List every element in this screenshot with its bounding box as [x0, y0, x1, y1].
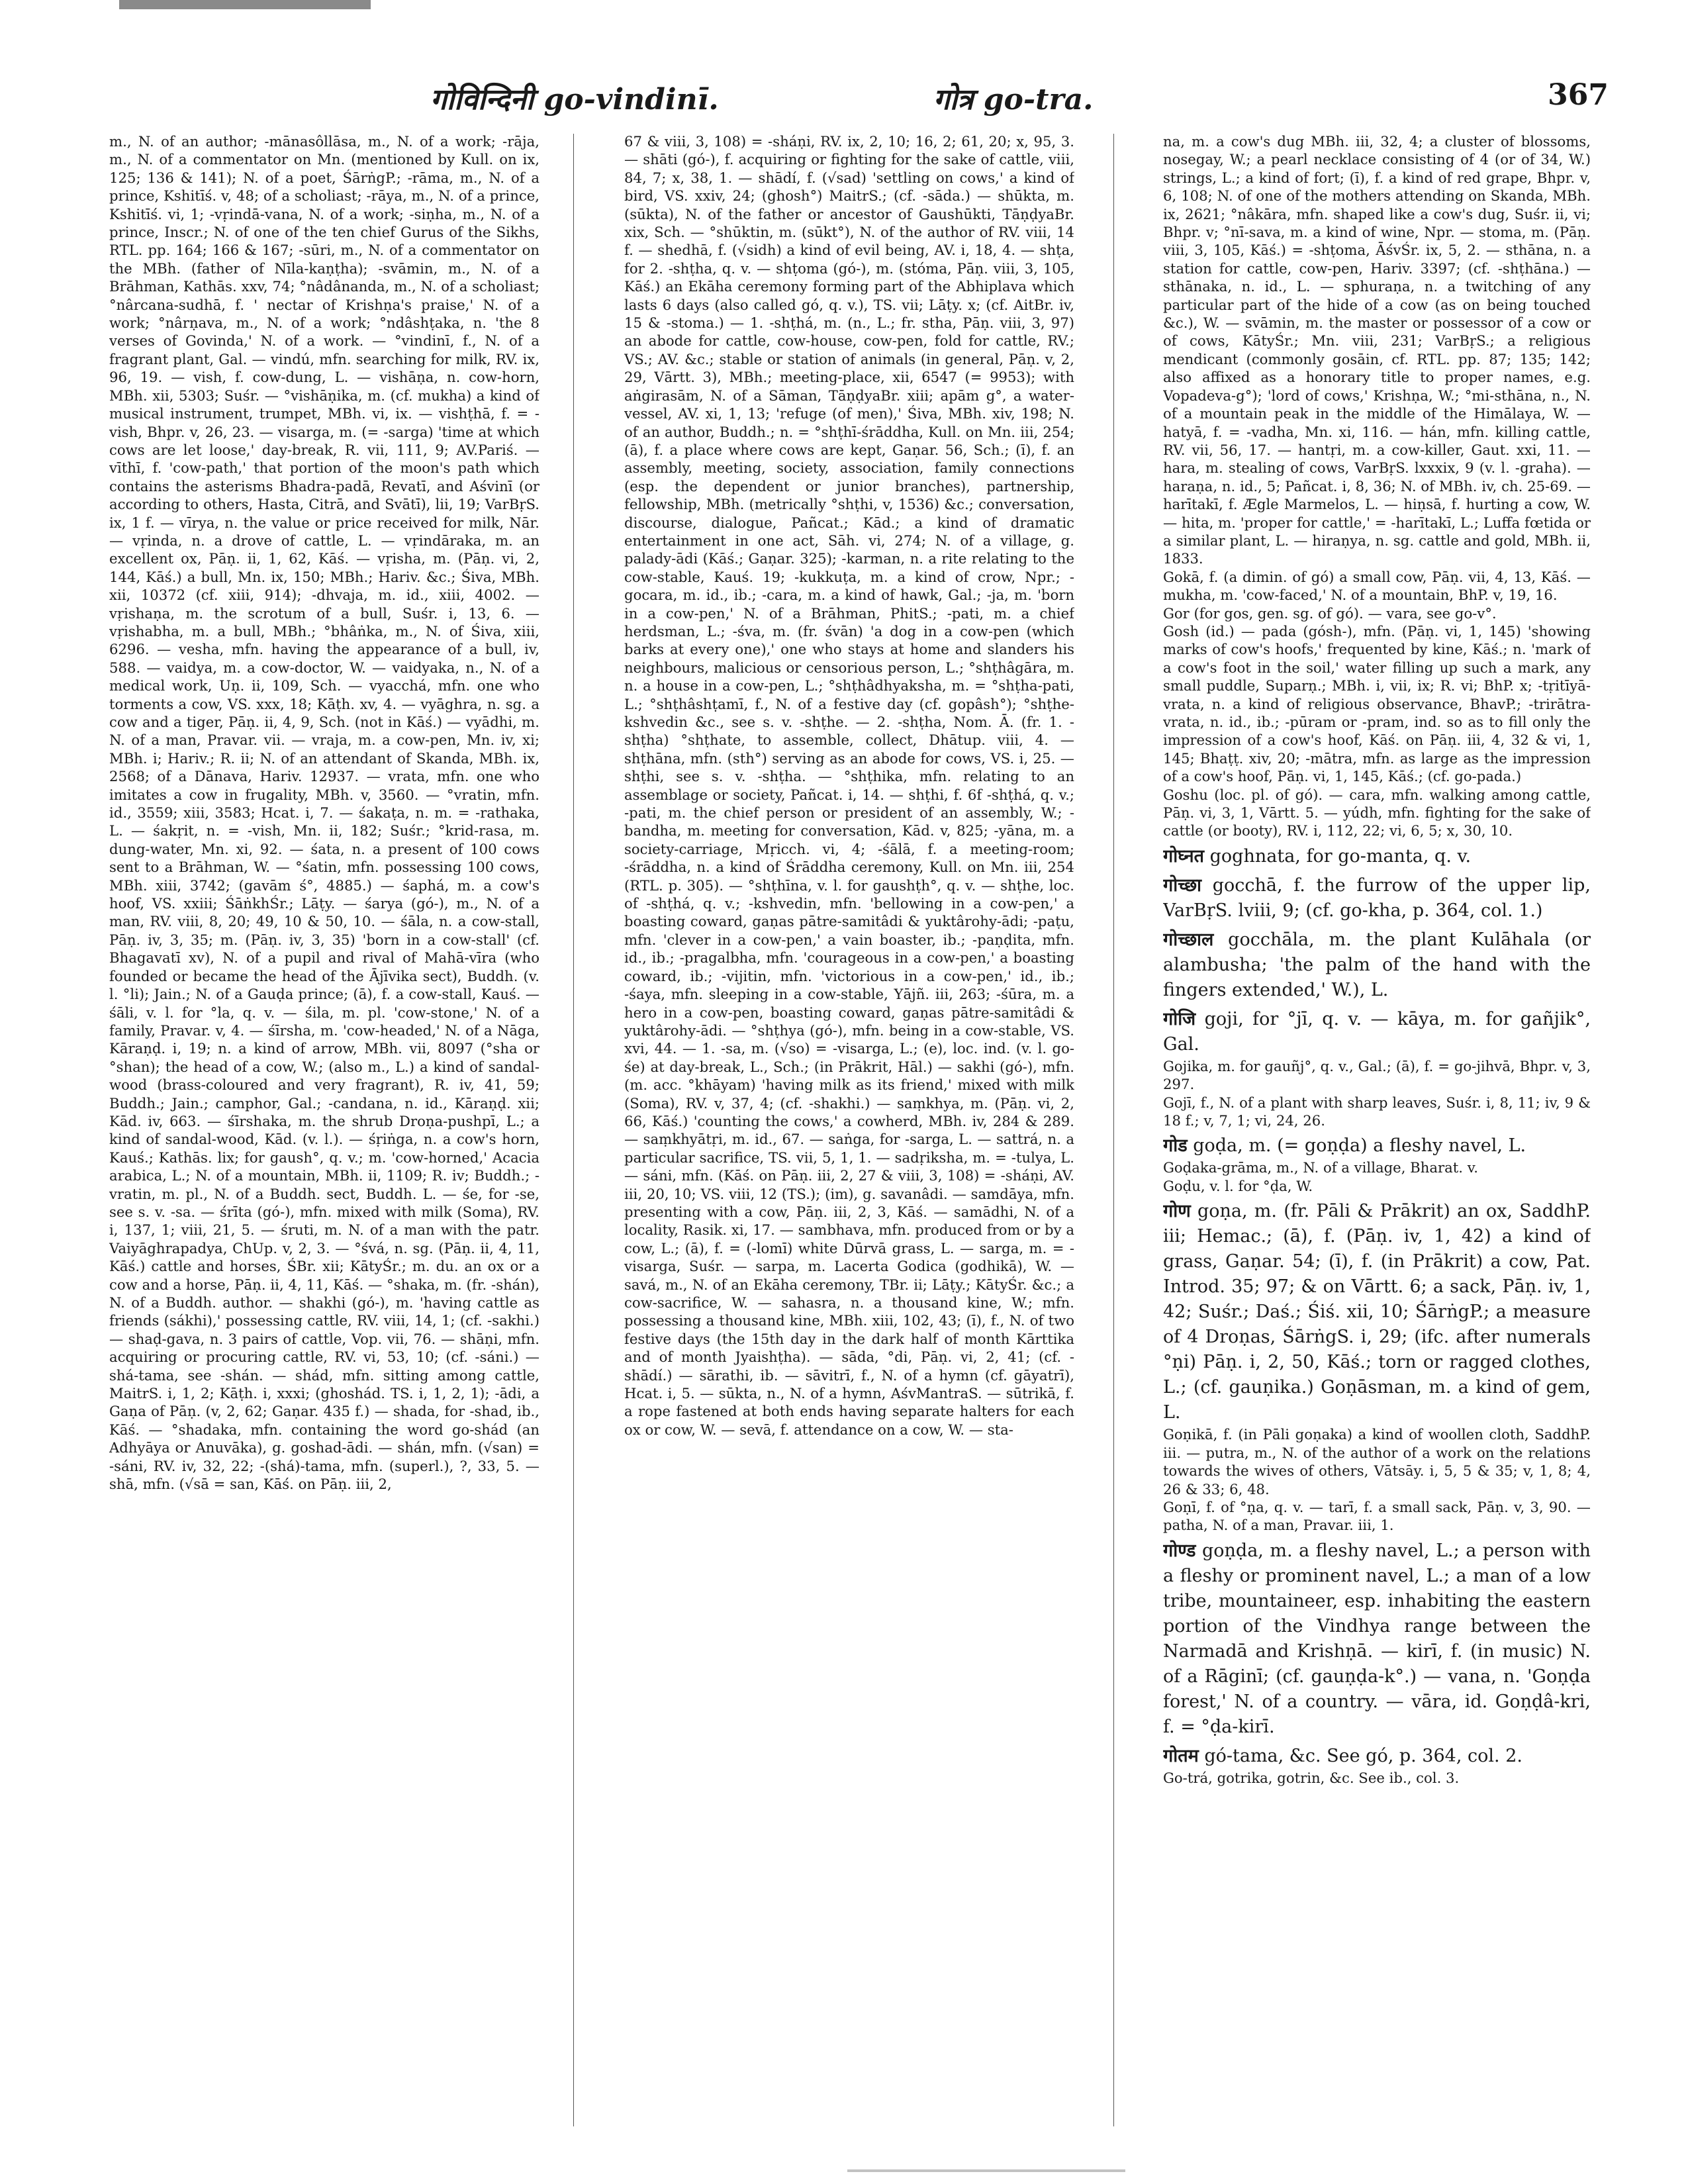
entry-gotra: Go-trá, gotrika, gotrin, &c. See ib., col. 3.: [1163, 1769, 1460, 1786]
devanagari-headword: गोतम: [1163, 1745, 1199, 1766]
headword-gloss: gocchāla, m. the plant Kulāhala (or alambusha; 'the palm of the hand with the fingers extended,' W.), L.: [1163, 929, 1591, 1000]
headword-goghnata: [1163, 844, 1591, 869]
headword-gloss: goji, for °jī, q. v. — kāya, m. for gañjik°, Gal.: [1163, 1008, 1591, 1055]
column-2: [624, 132, 1074, 2132]
headword-gloss: goṇa, m. (fr. Pāli & Prākrit) an ox, SaddhP. iii; Hemac.; (ā), f. (Pāṇ. iv, 1, 42) a kind of grass, Gaṇar. 54; (ī), f. (in Prākrit) a cow, Pat. Introd. 35; 97; & on Vārtt. 6; a sack, Pāṇ. iv, 1, 42; Suśr.; Daś.; Śiś. xii, 10; ŚārṅgP.; a measure of 4 Droṇas, ŚārṅgS. i, 29; (ifc. after numerals °ṇi) Pāṇ. i, 2, 50, Kāś.; torn or ragged clothes, L.; (cf. gauṇika.) Goṇāsman, m. a kind of gem, L.: [1163, 1201, 1591, 1423]
devanagari-headword: गोच्छा: [1163, 875, 1202, 896]
devanagari-headword: गोण्ड: [1163, 1540, 1196, 1561]
headword-goda: [1163, 1133, 1591, 1159]
dictionary-body: [109, 132, 1592, 2132]
scan-edge-artifact: [119, 0, 371, 9]
entry-goka: Gokā, f. (a dimin. of gó) a small cow, Pāṇ. vii, 4, 13, Kāś. — mukha, m. 'cow-faced,' N. of a mountain, BhP. v, 19, 16.: [1163, 568, 1591, 604]
headword-gona: [1163, 1199, 1591, 1425]
headword-gloss: gocchā, f. the furrow of the upper lip, VarBṛS. lviii, 9; (cf. go-kha, p. 364, col. 1.): [1163, 875, 1591, 921]
left-running-head: गोविन्दिनी go-vindinī.: [430, 83, 719, 117]
headword-gotama: [1163, 1744, 1591, 1769]
devanagari-headword: गोघ्नत: [1163, 845, 1205, 867]
entry-gonika: Goṇikā, f. (in Pāli goṇaka) a kind of woollen cloth, SaddhP. iii. — putra, m., N. of the author of a work on the relations towards the wives of others, Vātsāy. i, 5, 5 & 35; v, 1, 8; 4, 26 & 33; 6, 48.: [1163, 1426, 1591, 1497]
entry-gojika: Gojika, m. for gauñj°, q. v., Gal.; (ā), f. = go-jihvā, Bhpr. v, 3, 297.: [1163, 1057, 1591, 1093]
column-1: [109, 132, 539, 2132]
entry-goshu: Goshu (loc. pl. of gó). — cara, mfn. walking among cattle, Pāṇ. vi, 3, 1, Vārtt. 5. — yúdh, mfn. fighting for the sake of cattle (or booty), RV. i, 112, 22; vi, 6, 5; x, 30, 10.: [1163, 786, 1591, 839]
entry-goni: Goṇī, f. of °ṇa, q. v. — tarī, f. a small sack, Pāṇ. v, 3, 90. — patha, N. of a man, Pravar. iii, 1.: [1163, 1498, 1591, 1534]
center-running-head: गोत्र go-tra.: [933, 83, 1094, 117]
devanagari-headword: गोड: [1163, 1135, 1188, 1157]
column-1-text: m., N. of an author; -mānasôllāsa, m., N. of a work; -rāja, m., N. of a commentator on Mn. (mentioned by Kull. on ix, 125; 136 & 141); N. of a poet, ŚārṅgP.; -rāma, m., N. of a prince, Kshitīś. v, 48; of a scholiast; -rāya, m., N. of a prince, Kshitīś. vi, 1; -vṛindā-vana, N. of a work; -siṇha, m., N. of a prince, Inscr.; N. of one of the ten chief Gurus of the Sikhs, RTL. pp. 164; 166 & 167; -sūri, m., N. of a commentator on the MBh. (father of Nīla-kaṇṭha); -svāmin, m., N. of a Brāhman, Kathās. xxv, 74; °nâdânanda, m., N. of a scholiast; °nârcana-sudhā, f. ' nectar of Krishṇa's praise,' N. of a work; °nârṇava, m., N. of a work; °ndâshṭaka, n. 'the 8 verses of Govinda,' N. of a work. — °vindinī, f., N. of a fragrant plant, Gal. — vindú, mfn. searching for milk, RV. ix, 96, 19. — vish, f. cow-dung, L. — vishāṇa, n. cow-horn, MBh. xii, 5303; Suśr. — °vishāṇika, m. (cf. mukha) a kind of musical instrument, trumpet, MBh. vi, ix. — vishṭhā, f. = -vish, Bhpr. v, 26, 23. — visarga, m. (= -sarga) 'time at which cows are let loose,' day-break, R. vii, 111, 9; AV.Pariś. — vīthī, f. 'cow-path,' that portion of the moon's path which contains the asterisms Bhadra-padā, Revatī, and Aśvinī (or according to others, Hasta, Citrā, and Svātī), lii, 19; VarBṛS. ix, 1 f. — vīrya, n. the value or price received for milk, Nār. — vṛinda, n. a drove of cattle, L. — vṛindāraka, m. an excellent ox, Pāṇ. ii, 1, 62, Kāś. — vṛisha, m. (Pāṇ. vi, 2, 144, Kāś.) a bull, Mn. ix, 150; MBh.; Hariv. &c.; Śiva, MBh. xii, 10372 (cf. xiii, 914); -dhvaja, m. id., xiii, 4002. — vṛishaṇa, m. the scrotum of a bull, Suśr. i, 13, 6. — vṛishabha, m. a bull, MBh.; °bhâṅka, m., N. of Śiva, xiii, 6296. — vesha, mfn. having the appearance of a bull, iv, 588. — vaidya, m. a cow-doctor, W. — vaidyaka, n., N. of a medical work, Uṇ. ii, 109, Sch. — vyacchá, mfn. one who torments a cow, VS. xxx, 18; Kāṭh. xv, 4. — vyāghra, n. sg. a cow and a tiger, Pāṇ. ii, 4, 9, Sch. (not in Kāś.) — vyādhi, m. N. of a man, Pravar. vii. — vraja, m. a cow-pen, Mn. iv, xi; MBh. i; Hariv.; R. ii; N. of an attendant of Skanda, MBh. ix, 2568; of a Dānava, Hariv. 12937. — vrata, mfn. one who imitates a cow in frugality, MBh. v, 3560. — °vratin, mfn. id., 3559; xiii, 3583; Hcat. i, 7. — śakaṭa, n. m. = -rathaka, L. — śakṛit, n. = -vish, Mn. ii, 182; Suśr.; °krid-rasa, m. dung-water, Mn. xi, 92. — śata, n. a present of 100 cows sent to a Brāhman, W. — °śatin, mfn. possessing 100 cows, MBh. xiii, 3742; (gavām ś°, 4885.) — śaphá, m. a cow's hoof, VS. xxiii; ŚāṅkhŚr.; Lāṭy. — śarya (gó-), m., N. of a man, RV. viii, 8, 20; 49, 10 & 50, 10. — śāla, n. a cow-stall, Pāṇ. iv, 3, 35; m. (Pāṇ. iv, 3, 35) 'born in a cow-stall' (cf. Bhagavatī xv), N. of a pupil and rival of Mahā-vīra (who founded or became the head of the Ājīvika sect), Buddh. (v. l. °li); Jain.; N. of a Gauḍa prince; (ā), f. a cow-stall, Kauś. — śāli, v. l. for °la, q. v. — śila, m. pl. 'cow-stone,' N. of a family, Pravar. v, 4. — śīrsha, m. 'cow-headed,' N. of a Nāga, Kāraṇḍ. i, 19; n. a kind of arrow, MBh. vii, 8097 (°sha or °shan); the head of a cow, W.; (also m., L.) a kind of sandal-wood (brass-coloured and very fragrant), R. iv, 41, 59; Buddh.; Jain.; camphor, Gal.; -candana, n. id., Kāraṇḍ. xii; Kād. iv, 663. — śīrshaka, m. the shrub Droṇa-pushpī, L.; a kind of sandal-wood, Kād. (v. l.). — śṛiṅga, n. a cow's horn, Kauś.; Kathās. lix; for gaush°, q. v.; m. 'cow-horned,' Acacia arabica, L.; N. of a mountain, MBh. ii, 1109; R. iv; Buddh.; -vratin, m. pl., N. of a Buddh. sect, Buddh. L. — śe, for -se, see s. v. -sa. — śrīta (gó-), mfn. mixed with milk (Soma), RV. i, 137, 1; viii, 21, 5. — śruti, m. N. of a man with the patr. Vaiyāghrapadya, ChUp. v, 2, 3. — °śvá, n. sg. (Pāṇ. ii, 4, 11, Kāś.) cattle and horses, ŚBr. xii; KātyŚr.; m. du. an ox or a cow and a horse, Pāṇ. ii, 4, 11, Kāś. — °shaka, m. (fr. -shán), N. of a Buddh. author. — shakhi (gó-), m. 'having cattle as friends (sákhi),' possessing cattle, RV. viii, 14, 1; (cf. -sakhi.) — shaḍ-gava, n. 3 pairs of cattle, Vop. vii, 76. — shāṇi, mfn. acquiring or procuring cattle, RV. vi, 53, 10; (cf. -sáni.) — shá-tama, see -shán. — shád, mfn. sitting among cattle, MaitrS. i, 1, 2; Kāṭh. i, xxxi; (ghoshád. TS. i, 1, 2, 1); -ādi, a Gaṇa of Pāṇ. (v, 2, 62; Gaṇar. 435 f.) — shada, for -shad, ib., Kāś. — °shadaka, mfn. containing the word go-shád (an Adhyāya or Anuvāka), g. goshad-ādi. — shán, mfn. (√san) = -sáni, RV. iv, 32, 22; -(shá)-tama, mfn. (superl.), ?, 33, 5. — shā, mfn. (√sā = san, Kāś. on Pāṇ. iii, 2,: [109, 133, 539, 1493]
entry-gor: Gor (for gos, gen. sg. of gó). — vara, see go-v°.: [1163, 604, 1497, 622]
scan-edge-artifact: [847, 2169, 1125, 2172]
entry-godu: Goḍu, v. l. for °ḍa, W.: [1163, 1177, 1313, 1194]
headword-gloss: goghnata, for go-manta, q. v.: [1209, 845, 1472, 867]
headword-gonda: [1163, 1539, 1591, 1740]
page-number: 367: [1548, 78, 1609, 112]
headword-goji: [1163, 1007, 1591, 1057]
column-3-lead: na, m. a cow's dug MBh. iii, 32, 4; a cluster of blossoms, nosegay, W.; a pearl necklace consisting of 4 (or of 34, W.) strings, L.; a kind of fort; (ī), f. a kind of red grape, Bhpr. v, 6, 108; N. of one of the mothers attending on Skanda, MBh. ix, 2621; °nâkāra, mfn. shaped like a cow's dug, Suśr. ii, vi; Bhpr. v; °nī-sava, m. a kind of wine, Npr. — stoma, m. (Pāṇ. viii, 3, 105, Kāś.) = -shṭoma, ĀśvŚr. ix, 5, 2. — sthāna, n. a station for cattle, cow-pen, Hariv. 3397; (cf. -shṭhāna.) — sthānaka, n. id., L. — sphuraṇa, n. a twitching of any particular part of the hide of a cow (as on being touched &c.), W. — svāmin, m. the master or possessor of a cow or of cows, KātyŚr.; Mn. viii, 231; VarBṛS.; a religious mendicant (commonly gosāin, cf. RTL. pp. 87; 135; 142; also affixed as a honorary title to proper names, e.g. Vopadeva-g°); 'lord of cows,' Krishṇa, W.; °mi-sthāna, n., N. of a mountain peak in the middle of the Himālaya, W. — hatyā, f. = -vadha, Mn. xi, 116. — hán, mfn. killing cattle, RV. vii, 56, 17. — hantṛi, m. a cow-killer, Gaut. xxi, 11. — hara, m. stealing of cows, VarBṛS. lxxxix, 9 (v. l. -graha). — haraṇa, n. id., 5; Pañcat. i, 8, 36; N. of MBh. iv, ch. 25-69. — harītakī, f. Ægle Marmelos, L. — hiṇsā, f. hurting a cow, W. — hita, m. 'proper for cattle,' = -harītakī, L.; Luffa fœtida or a similar plant, L. — hiraṇya, n. sg. cattle and gold, MBh. ii, 1833.: [1163, 133, 1591, 567]
page-header: [99, 78, 1615, 131]
column-3: [1163, 132, 1591, 2132]
headword-gloss: goṇḍa, m. a fleshy navel, L.; a person with a fleshy or prominent navel, L.; a man of a low tribe, mountaineer, esp. inhabiting the eastern portion of the Vindhya range between the Narmadā and Krishṇā. — kirī, f. (in music) N. of a Rāginī; (cf. gauṇḍa-k°.) — vana, n. 'Goṇḍa forest,' N. of a country. — vāra, id. Goṇḍâ-kri, f. = °ḍa-kirī.: [1163, 1540, 1591, 1737]
headword-gocchala: [1163, 927, 1591, 1003]
devanagari-headword: गोजि: [1163, 1008, 1196, 1029]
column-2-text: 67 & viii, 3, 108) = -sháṇi, RV. ix, 2, 10; 16, 2; 61, 20; x, 95, 3. — shāti (gó-), f. acquiring or fighting for the sake of cattle, viii, 84, 7; x, 38, 1. — shādí, f. (√sad) 'settling on cows,' a kind of bird, VS. xxiv, 24; (ghosh°) MaitrS.; (cf. -sāda.) — shūkta, m. (sūkta), N. of the father or ancestor of Gaushūkti, TāṇḍyaBr. xix, Sch. — °shūktin, m. (sūkt°), N. of the author of RV. viii, 14 f. — shedhā, f. (√sidh) a kind of evil being, AV. i, 18, 4. — shṭa, for 2. -shṭha, q. v. — shṭoma (gó-), m. (stóma, Pāṇ. viii, 3, 105, Kāś.) an Ekāha ceremony forming part of the Abhiplava which lasts 6 days (also called gó, q. v.), TS. vii; Lāṭy. x; (cf. AitBr. iv, 15 & -stoma.) — 1. -shṭhá, m. (n., L.; fr. stha, Pāṇ. viii, 3, 97) an abode for cattle, cow-house, cow-pen, fold for cattle, RV.; VS.; AV. &c.; stable or station of animals (in general, Pāṇ. v, 2, 29, Vārtt. 3), MBh.; meeting-place, xii, 6547 (= 9953); with aṅgirasām, N. of a Sāman, TāṇḍyaBr. xiii; apām g°, a water-vessel, AV. xi, 1, 13; 'refuge (of men),' Śiva, MBh. xiv, 198; N. of an author, Buddh.; n. = °shṭhī-śrāddha, Kull. on Mn. iii, 254; (ā), f. a place where cows are kept, Gaṇar. 56, Sch.; (ī), f. an assembly, meeting, society, association, family connections (esp. the dependent or junior branches), partnership, fellowship, MBh. (metrically °shṭhi, v, 1536) &c.; conversation, discourse, dialogue, Pañcat.; Kād.; a kind of dramatic entertainment in one act, Sāh. vi, 274; N. of a village, g. palady-ādi (Kāś.; Gaṇar. 325); -karman, n. a rite relating to the cow-stable, Kauś. 19; -kukkuṭa, m. a kind of crow, Npr.; -gocara, m. id., ib.; -cara, m. a kind of hawk, Gal.; -ja, m. 'born in a cow-pen,' N. of a Brāhman, PhitS.; -pati, m. a chief herdsman, L.; -śva, m. (fr. śvān) 'a dog in a cow-pen (which barks at every one),' one who stays at home and slanders his neighbours, malicious or censorious person, L.; °shṭhâgāra, m. n. a house in a cow-pen, L.; °shṭhâdhyaksha, m. = °shṭha-pati, L.; °shṭhâshṭamī, f., N. of a festive day (cf. gopâsh°); °shṭhe-kshvedin &c., see s. v. -shṭhe. — 2. -shṭha, Nom. Ā. (fr. 1. -shṭha) °shṭhate, to assemble, collect, Dhātup. viii, 4. — shṭhāna, mfn. (sth°) serving as an abode for cows, VS. i, 25. — shṭhi, see s. v. -shṭha. — °shṭhika, mfn. relating to an assemblage or society, Pañcat. i, 14. — shṭhi, f. 6f -shṭhá, q. v.; -pati, m. the chief person or president of an assembly, W.; -bandha, m. meeting for conversation, Kād. v, 825; -yāna, m. a society-carriage, Mṛicch. vi, 4; -śālā, f. a meeting-room; -śrāddha, n. a kind of Śrāddha ceremony, Kull. on Mn. iii, 254 (RTL. p. 305). — °shṭhīna, v. l. for gaushṭh°, q. v. — shṭhe, loc. of -shṭhá, q. v.; -kshvedin, mfn. 'bellowing in a cow-pen,' a boasting coward, gaṇas pātre-samitâdi & yuktârohy-ādi; -paṭu, mfn. 'clever in a cow-pen,' a vain boaster, ib.; -paṇḍita, mfn. id., ib.; -pragalbha, mfn. 'courageous in a cow-pen,' a boasting coward, ib.; -vijitin, mfn. 'victorious in a cow-pen,' id., ib.; -śaya, mfn. sleeping in a cow-stable, Yājñ. iii, 263; -śūra, m. a hero in a cow-pen, boasting coward, gaṇas pātre-samitâdi & yuktârohy-ādi. — °shṭhya (gó-), mfn. being in a cow-stable, VS. xvi, 44. — 1. -sa, m. (√so) = -visarga, L.; (e), loc. ind. (v. l. go-śe) at day-break, L., Sch.; (in Prākrit, Hāl.) — sakhi (gó-), mfn. (m. acc. °khāyam) 'having milk as its friend,' mixed with milk (Soma), RV. v, 37, 4; (cf. -shakhi.) — saṃkhya, m. (Pāṇ. vi, 2, 66, Kāś.) 'counting the cows,' a cowherd, MBh. iv, 284 & 289. — saṃkhyātṛi, m. id., 67. — saṅga, for -sarga, L. — sattrá, n. a particular sacrifice, TS. vii, 5, 1, 1. — sadṛiksha, m. = -tulya, L. — sáni, mfn. (Kāś. on Pāṇ. iii, 2, 27 & viii, 3, 108) = -sháṇi, AV. iii, 20, 10; VS. viii, 12 (TS.); (im), g. savanâdi. — samdāya, mfn. presenting with a cow, Pāṇ. iii, 2, 3, Kāś. — samādhi, N. of a locality, Rasik. xi, 17. — sambhava, mfn. produced from or by a cow, L.; (ā), f. = (-lomī) white Dūrvā grass, L. — sarga, m. = -visarga, Suśr. — sarpa, m. Lacerta Godica (godhikā), W. — savá, m., N. of an Ekāha ceremony, TBr. ii; Lāṭy.; KātyŚr. &c.; a cow-sacrifice, W. — sahasra, n. a thousand kine, W.; mfn. possessing a thousand kine, MBh. xiii, 102, 43; (ī), f., N. of two festive days (the 15th day in the dark half of month Kārttika and of month Jyaishṭha). — sāda, °di, Pāṇ. vi, 2, 41; (cf. -shādí.) — sārathi, ib. — sāvitrī, f., N. of a hymn (cf. gāyatrī), Hcat. i, 5. — sūkta, n., N. of a hymn, AśvMantraS. — sūtrikā, f. a rope fastened at both ends having separate halters for each ox or cow, W. — sevā, f. attendance on a cow, W. — sta-: [624, 133, 1074, 1438]
headword-goccha: [1163, 873, 1591, 924]
headword-gloss: gó-tama, &c. See gó, p. 364, col. 2.: [1204, 1745, 1522, 1766]
devanagari-headword: गोच्छाल: [1163, 929, 1214, 950]
entry-gosh: Gosh (id.) — pada (gósh-), mfn. (Pāṇ. vi, 1, 145) 'showing marks of cow's hoofs,' frequented by kine, Kāś.; n. 'mark of a cow's foot in the soil,' water filling up such a mark, any small puddle, Suparṇ.; MBh. i, vii, ix; R. vi; BhP. x; -tṛitīyā-vrata, n. a kind of religious observance, BhavP.; -trirātra-vrata, n. id., ib.; -pūram or -pram, ind. so as to fill only the impression of a cow's hoof, Kāś. on Pāṇ. iii, 4, 32 & vi, 1, 145; Bhaṭṭ. xiv, 20; -mātra, mfn. as large as the impression of a cow's hoof, Pāṇ. vi, 1, 145, Kāś.; (cf. go-pada.): [1163, 622, 1591, 785]
devanagari-headword: गोण: [1163, 1201, 1191, 1222]
headword-gloss: goḍa, m. (= goṇḍa) a fleshy navel, L.: [1193, 1135, 1526, 1157]
entry-goji-plant: Gojī, f., N. of a plant with sharp leaves, Suśr. i, 8, 11; iv, 9 & 18 f.; v, 7, 1; vi, 24, 26.: [1163, 1094, 1591, 1129]
entry-godaka-grama: Goḍaka-grāma, m., N. of a village, Bharat. v.: [1163, 1159, 1478, 1176]
